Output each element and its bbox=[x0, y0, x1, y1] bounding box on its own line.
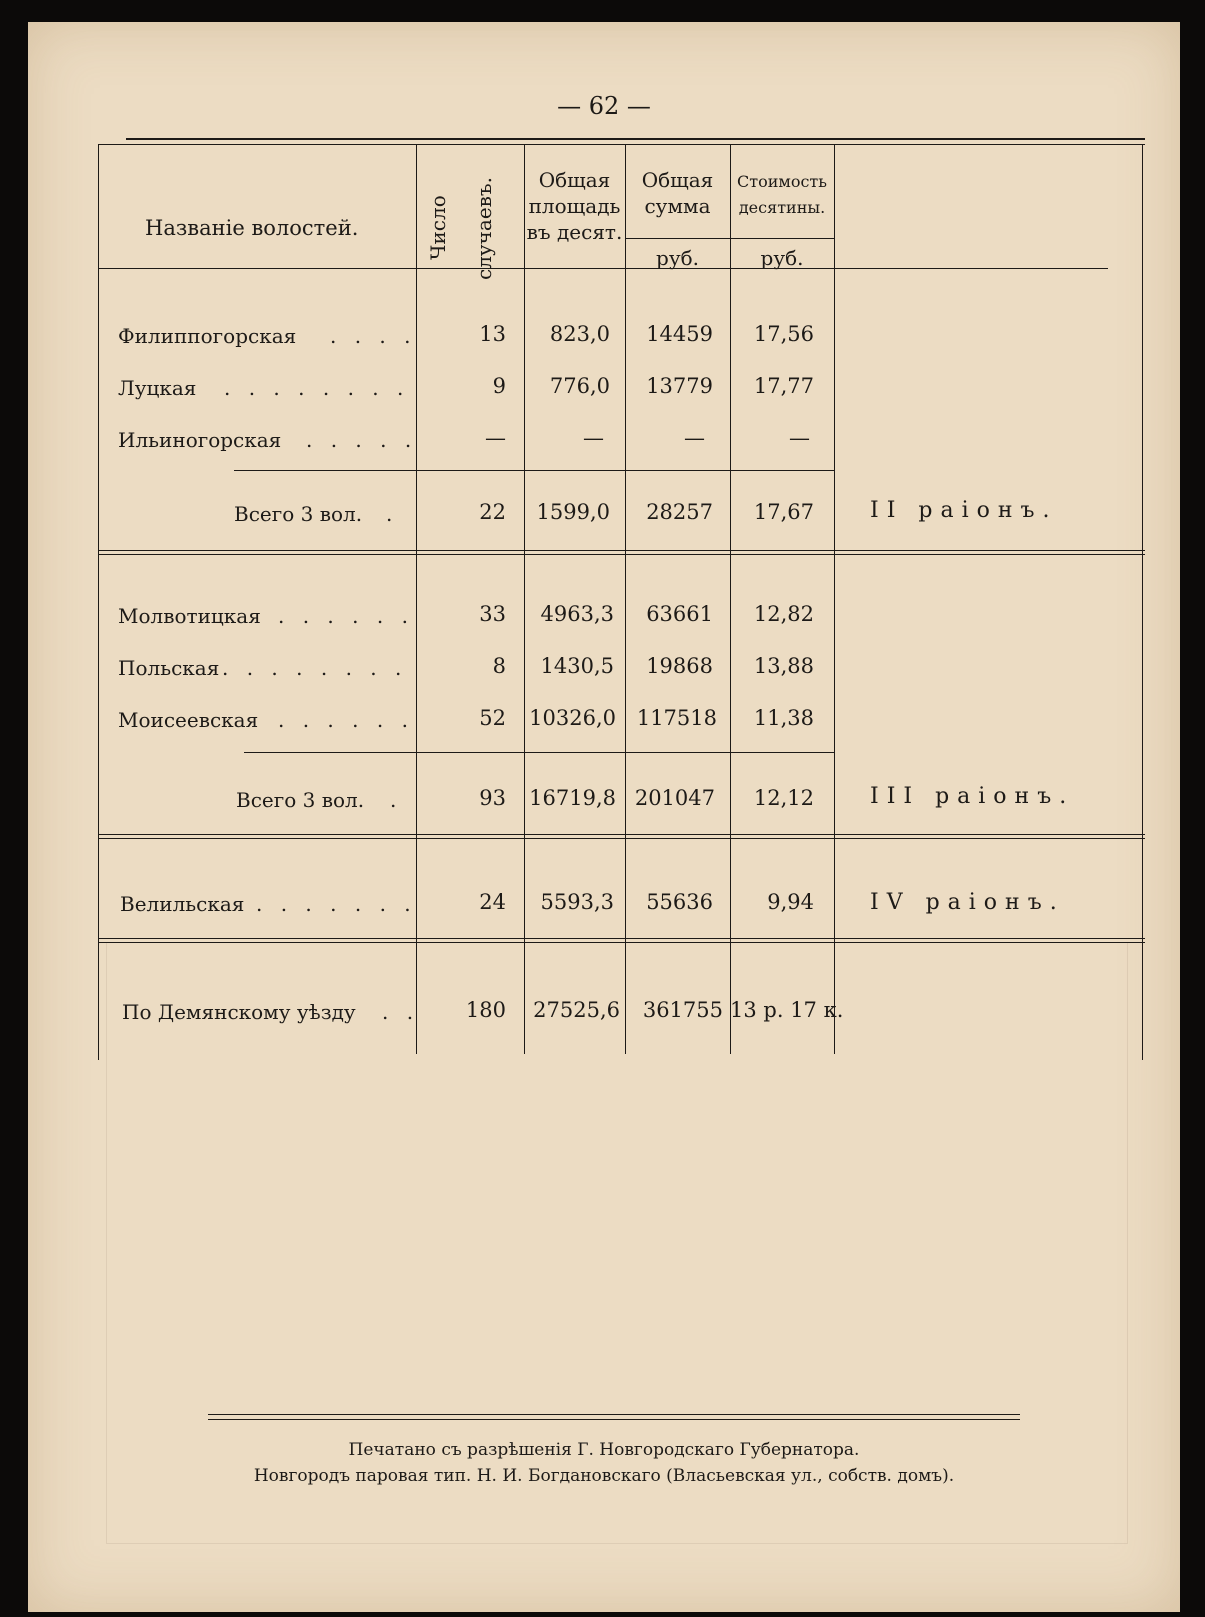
table-row-name: Моисеевская bbox=[118, 708, 259, 732]
col-divider-count bbox=[416, 144, 417, 1054]
section-rule bbox=[98, 938, 1145, 939]
imprint-line-1: Печатано съ разрѣшенія Г. Новгородскаго Губернатора. bbox=[348, 1440, 860, 1460]
cell-count: — bbox=[485, 426, 506, 450]
table-row-name: Луцкая bbox=[118, 376, 197, 400]
cell-area: 1599,0 bbox=[536, 500, 610, 524]
document-page bbox=[28, 22, 1180, 1612]
table-row-name: Польская bbox=[118, 656, 220, 680]
col-divider-area bbox=[524, 144, 525, 1054]
cell-sum: 19868 bbox=[646, 654, 713, 678]
cell-count: 33 bbox=[479, 602, 506, 626]
page-number: — 62 — bbox=[557, 92, 651, 120]
section-rule-2 bbox=[98, 554, 1145, 555]
header-count-line1: Число bbox=[426, 195, 450, 260]
cell-area: 10326,0 bbox=[529, 706, 616, 730]
cell-sum: — bbox=[684, 426, 705, 450]
leader-dots: . bbox=[390, 788, 397, 812]
cell-cost: 12,82 bbox=[753, 602, 814, 626]
cell-sum: 28257 bbox=[646, 500, 713, 524]
cell-sum: 55636 bbox=[646, 890, 713, 914]
cell-area: 4963,3 bbox=[540, 602, 614, 626]
header-name: Названіе волостей. bbox=[145, 216, 359, 240]
region-label: III раіонъ. bbox=[870, 784, 1075, 809]
leader-dots: . . . . . . bbox=[278, 708, 414, 732]
cell-cost: 11,38 bbox=[753, 706, 814, 730]
statistics-table bbox=[98, 138, 1145, 1060]
cell-cost: 17,56 bbox=[753, 322, 814, 346]
footer-rule-2 bbox=[208, 1419, 1020, 1420]
cell-count: 13 bbox=[479, 322, 506, 346]
table-row-name: Ильиногорская bbox=[118, 428, 282, 452]
cell-area: 27525,6 bbox=[533, 998, 620, 1022]
header-cost-2: десятины. bbox=[738, 198, 826, 217]
leader-dots: . . . . . . bbox=[278, 604, 414, 628]
footer-rule bbox=[208, 1414, 1020, 1415]
leader-dots: . . . . . . . . bbox=[224, 376, 410, 400]
region-label: II раіонъ. bbox=[870, 498, 1058, 523]
header-area-1: Общая bbox=[538, 168, 611, 192]
header-cost-unit: руб. bbox=[760, 246, 804, 270]
cell-cost: 17,77 bbox=[753, 374, 814, 398]
header-sum-unit: руб. bbox=[656, 246, 699, 270]
cell-sum: 361755 bbox=[642, 998, 723, 1022]
leader-dots: . . . . . . . . bbox=[222, 656, 408, 680]
leader-dots: . . bbox=[382, 1000, 420, 1024]
cell-cost: 13,88 bbox=[753, 654, 814, 678]
cell-sum: 13779 bbox=[646, 374, 713, 398]
cell-area: 5593,3 bbox=[540, 890, 614, 914]
col-divider-region bbox=[834, 144, 835, 1054]
table-left-border bbox=[98, 144, 99, 1060]
subtotal-label: Всего 3 вол. bbox=[234, 502, 363, 526]
table-top-rule bbox=[126, 138, 1145, 140]
header-area-2: площадь bbox=[528, 194, 621, 218]
leader-dots: . . . . . . . bbox=[256, 892, 417, 916]
cell-area: — bbox=[583, 426, 604, 450]
col-divider-sum bbox=[625, 144, 626, 1054]
cell-sum: 14459 bbox=[646, 322, 713, 346]
cell-sum: 201047 bbox=[634, 786, 715, 810]
region-label: IV раіонъ. bbox=[870, 890, 1065, 915]
section-rule bbox=[98, 834, 1145, 835]
cell-count: 9 bbox=[492, 374, 506, 398]
cell-cost: 9,94 bbox=[767, 890, 814, 914]
table-row-name: Велильская bbox=[120, 892, 245, 916]
table-row-name: Филиппогорская bbox=[118, 324, 297, 348]
section-rule bbox=[98, 550, 1145, 551]
cell-area: 776,0 bbox=[549, 374, 610, 398]
header-sum-1: Общая bbox=[641, 168, 714, 192]
unit-rule bbox=[625, 238, 834, 239]
table-right-border bbox=[1142, 144, 1143, 1060]
section-rule-2 bbox=[98, 838, 1145, 839]
cell-cost: — bbox=[789, 426, 810, 450]
header-cost-1: Стоимость bbox=[737, 172, 827, 191]
cell-count: 22 bbox=[479, 500, 506, 524]
cell-count: 52 bbox=[479, 706, 506, 730]
leader-dots: . bbox=[386, 502, 393, 526]
header-sum-2: сумма bbox=[644, 194, 711, 218]
cell-cost: 13 р. 17 к. bbox=[730, 998, 844, 1022]
header-area-3: въ десят. bbox=[526, 220, 623, 244]
subtotal-label: Всего 3 вол. bbox=[236, 788, 365, 812]
cell-area: 16719,8 bbox=[529, 786, 616, 810]
cell-sum: 63661 bbox=[646, 602, 713, 626]
cell-area: 823,0 bbox=[549, 322, 610, 346]
cell-count: 180 bbox=[465, 998, 506, 1022]
cell-area: 1430,5 bbox=[540, 654, 614, 678]
cell-sum: 117518 bbox=[636, 706, 717, 730]
section-rule-2 bbox=[98, 942, 1145, 943]
leader-dots: . . . . bbox=[330, 324, 417, 348]
subtotal-rule bbox=[244, 752, 834, 753]
table-top-rule-2 bbox=[98, 144, 1145, 145]
cell-cost: 12,12 bbox=[753, 786, 814, 810]
header-count-line2: случаевъ. bbox=[472, 177, 496, 280]
cell-count: 93 bbox=[479, 786, 506, 810]
cell-count: 8 bbox=[492, 654, 506, 678]
subtotal-rule bbox=[234, 470, 834, 471]
cell-cost: 17,67 bbox=[753, 500, 814, 524]
total-label: По Демянскому уѣзду bbox=[122, 1000, 356, 1024]
header-bottom-rule bbox=[98, 268, 1108, 269]
col-divider-cost bbox=[730, 144, 731, 1054]
table-row-name: Молвотицкая bbox=[118, 604, 261, 628]
leader-dots: . . . . . bbox=[306, 428, 418, 452]
cell-count: 24 bbox=[479, 890, 506, 914]
imprint-line-2: Новгородъ паровая тип. Н. И. Богдановскаго (Власьевская ул., собств. домъ). bbox=[253, 1466, 955, 1486]
